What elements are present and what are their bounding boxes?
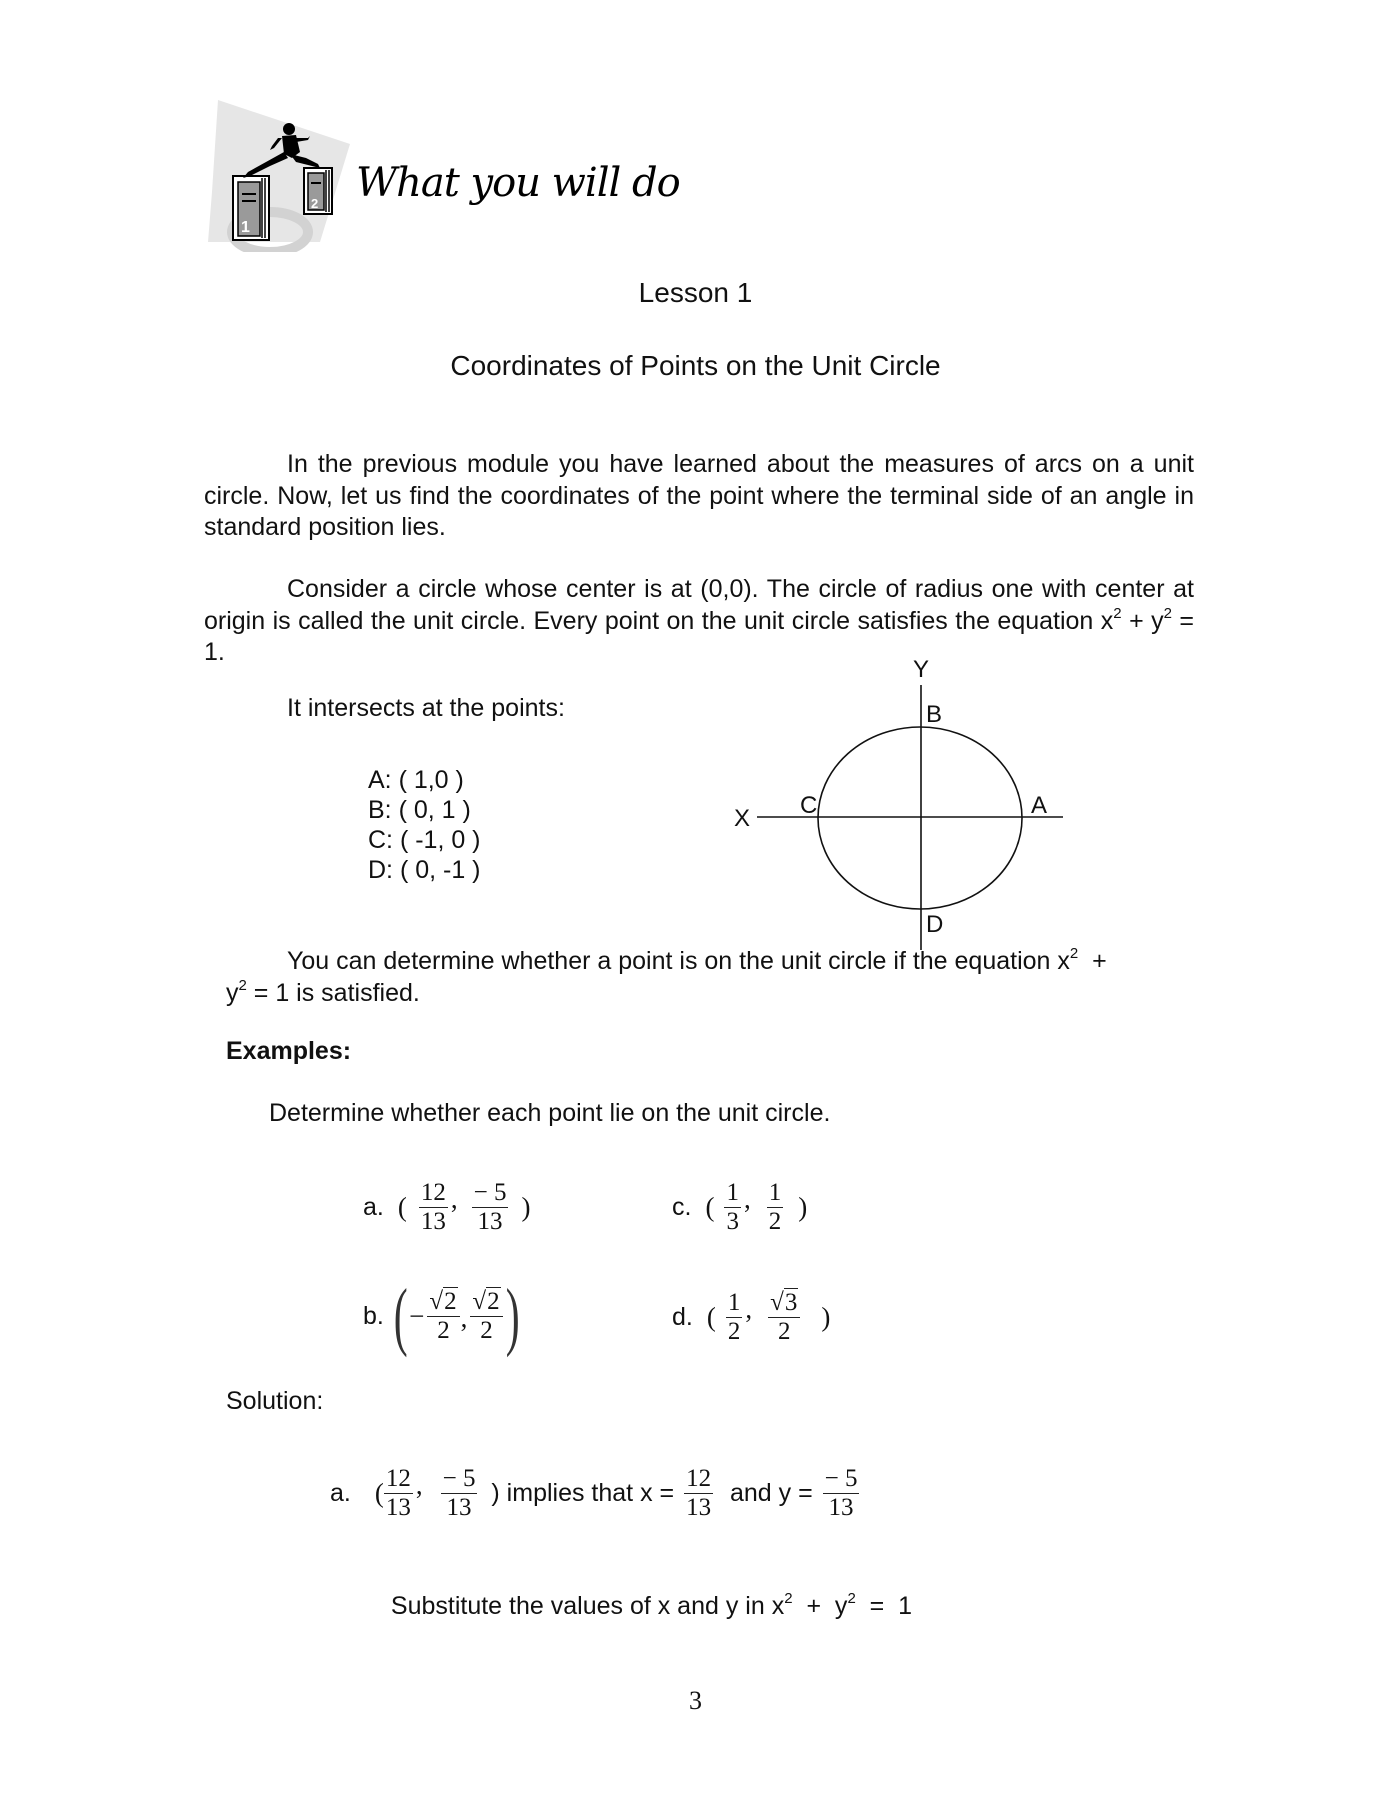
unit-circle [818, 727, 1022, 909]
unit-circle-text: Consider a circle whose center is at (0,0). The circle of radius one with center at origin is called the unit circle. Every point on the unit circle satisfies the equation [204, 575, 1194, 635]
examples-heading: Examples: [226, 1037, 352, 1065]
fraction: $\frac{√2}{2}$ [470, 1289, 502, 1344]
exponent: 2 [1069, 945, 1079, 962]
intro-paragraph: In the previous module you have learned about the measures of arcs on a unit circle. Now, let us find the coordinates of the point where the terminal side of an angle in standard position lies. [204, 450, 1194, 541]
header-logo [200, 92, 360, 252]
fraction: $\frac{- 5}{13}$ [824, 1465, 858, 1521]
example-label: a. [363, 1193, 384, 1221]
determine-y: y [226, 979, 239, 1007]
point-b: B: ( 0, 1 ) [368, 796, 471, 824]
solution-a [330, 1466, 862, 1521]
comma: , [743, 1184, 751, 1214]
example-b [363, 1274, 525, 1358]
comma: , [415, 1470, 423, 1500]
y-axis-label: Y [913, 656, 930, 683]
comma: , [460, 1303, 468, 1333]
solution-heading: Solution: [226, 1387, 324, 1415]
comma: , [745, 1294, 753, 1324]
example-label: c. [672, 1193, 692, 1221]
example-d [672, 1290, 830, 1345]
example-c [672, 1180, 807, 1235]
equation-y: y [1151, 606, 1164, 635]
examples-instruction: Determine whether each point lie on the unit circle. [269, 1099, 831, 1127]
lesson-number: Lesson 1 [638, 277, 753, 308]
svg-text:1: 1 [241, 219, 250, 236]
equation-plus: + [1121, 606, 1152, 635]
substitute-mid: + y [792, 1591, 848, 1620]
and-y-text: and y = [716, 1479, 820, 1507]
fraction: $\frac{1}{2}$ [727, 1289, 741, 1345]
point-c: C: ( -1, 0 ) [368, 826, 481, 854]
fraction: $\frac{- 5}{13}$ [473, 1179, 507, 1235]
minus-sign: − [409, 1300, 425, 1331]
fraction: $\frac{√2}{2}$ [427, 1289, 459, 1344]
exponent: 2 [1163, 604, 1172, 622]
substitute-text: Substitute the values of x and y in x [390, 1591, 785, 1620]
solution-label: a. [330, 1479, 351, 1507]
equation-rest: = 1. [204, 606, 1194, 666]
open-paren: ( [706, 1302, 716, 1332]
intersection-points-list [368, 765, 481, 885]
determine-text: You can determine whether a point is on the unit circle if the equation x [287, 947, 1070, 975]
unit-circle-diagram [720, 650, 1100, 960]
point-label-d: D [926, 911, 944, 938]
determine-line-2 [226, 978, 420, 1010]
implies-text: ) implies that x = [484, 1479, 682, 1507]
equation-x: x [1100, 606, 1114, 635]
section-title: What you will do [356, 160, 680, 206]
close-paren: ) [505, 1274, 520, 1358]
fraction: $\frac{1}{2}$ [768, 1179, 782, 1235]
sqrt-icon: √ [472, 1287, 487, 1315]
point-label-c: C [800, 792, 818, 819]
jumping-man-over-books-icon [200, 92, 360, 252]
point-a: A: ( 1,0 ) [368, 766, 464, 794]
fraction: $\frac{12}{13}$ [686, 1465, 712, 1521]
exponent: 2 [238, 977, 247, 994]
svg-text:2: 2 [311, 196, 319, 211]
point-d: D: ( 0, -1 ) [368, 856, 481, 884]
fraction: $\frac{12}{13}$ [385, 1465, 411, 1521]
substitute-rest: = 1 [855, 1591, 913, 1620]
close-paren: ) [521, 1192, 531, 1222]
close-paren: ) [798, 1192, 808, 1222]
example-a [363, 1180, 530, 1235]
determine-plus: + [1078, 947, 1107, 975]
point-label-b: B [926, 701, 943, 728]
comma: , [450, 1184, 458, 1214]
sqrt-icon: √ [770, 1289, 784, 1316]
open-paren: ( [393, 1274, 408, 1358]
open-paren: ( [374, 1478, 384, 1508]
exponent: 2 [1113, 604, 1122, 622]
close-paren: ) [821, 1302, 831, 1332]
example-label: d. [672, 1303, 693, 1331]
determine-line-1 [287, 946, 1197, 978]
substitute-line [377, 1559, 912, 1622]
exponent: 2 [784, 1589, 793, 1607]
determine-rest: = 1 is satisfied. [246, 979, 420, 1007]
open-paren: ( [397, 1192, 407, 1222]
x-axis-label: X [734, 805, 751, 832]
fraction: $\frac{√3}{2}$ [768, 1290, 800, 1345]
exponent: 2 [847, 1589, 856, 1607]
fraction: $\frac{1}{3}$ [726, 1179, 739, 1235]
fraction: $\frac{- 5}{13}$ [442, 1465, 476, 1521]
point-label-a: A [1031, 792, 1048, 819]
fraction: $\frac{12}{13}$ [420, 1179, 446, 1235]
sqrt-icon: √ [429, 1287, 444, 1315]
example-label: b. [363, 1301, 384, 1330]
intersects-label: It intersects at the points: [287, 694, 565, 722]
lesson-title: Coordinates of Points on the Unit Circle [450, 350, 941, 381]
open-paren: ( [705, 1192, 715, 1222]
page-number: 3 [689, 1686, 702, 1715]
